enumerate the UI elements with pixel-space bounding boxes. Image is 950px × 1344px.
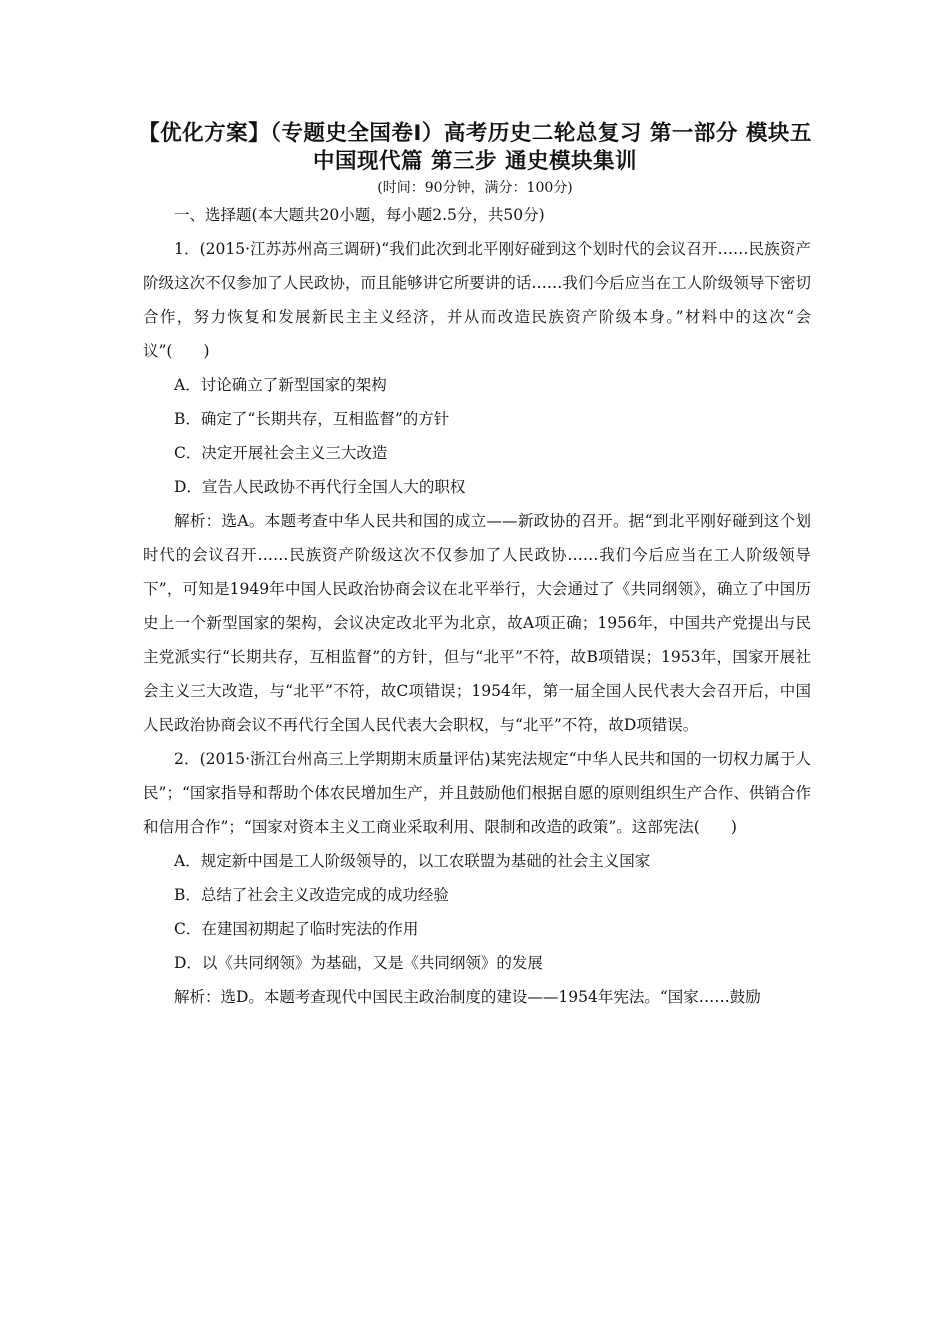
document-subtitle: (时间：90分钟，满分：100分) [377,180,573,196]
question-2-option-d: D．以《共同纲领》为基础，又是《共同纲领》的发展 [174,954,543,972]
document-body [143,198,811,1014]
section-heading: 一、选择题(本大题共20小题，每小题2.5分，共50分) [174,206,545,224]
question-1-analysis: 解析：选A。本题考查中华人民共和国的成立——新政协的召开。据“到北平刚好碰到这个划时代的会议召开……民族资产阶级这次不仅参加了人民政协……我们今后应当在工人阶级领导下”，可知是1949年中国人民政治协商会议在北平举行，大会通过了《共同纲领》，确立了中国历史上一个新型国家的架构，会议决定改北平为北京，故A项正确；1956年，中国共产党提出与民主党派实行“长期共存，互相监督”的方针，但与“北平”不符，故B项错误；1953年，国家开展社会主义三大改造，与“北平”不符，故C项错误；1954年，第一届全国人民代表大会召开后，中国人民政治协商会议不再代行全国人民代表大会职权，与“北平”不符，故D项错误。 [143,512,811,734]
question-2-analysis: 解析：选D。本题考查现代中国民主政治制度的建设——1954年宪法。“国家……鼓励 [174,988,761,1006]
question-1-stem: 1．(2015·江苏苏州高三调研)“我们此次到北平刚好碰到这个划时代的会议召开……民族资产阶级这次不仅参加了人民政协，而且能够讲它所要讲的话……我们今后应当在工人阶级领导下密切合作，努力恢复和发展新民主主义经济，并从而改造民族资产阶级本身。”材料中的这次“会议”( ) [143,240,811,360]
question-2-option-a: A．规定新中国是工人阶级领导的，以工农联盟为基础的社会主义国家 [174,852,651,870]
question-2-option-b: B．总结了社会主义改造完成的成功经验 [174,886,449,904]
document-title: 【优化方案】（专题史全国卷Ⅰ）高考历史二轮总复习 第一部分 模块五 中国现代篇 第三步 通史模块集训 [138,121,812,174]
question-1-option-b: B．确定了“长期共存，互相监督”的方针 [174,410,450,428]
question-1-option-c: C．决定开展社会主义三大改造 [174,444,388,462]
question-2-stem: 2．(2015·浙江台州高三上学期期末质量评估)某宪法规定“中华人民共和国的一切权力属于人民”；“国家指导和帮助个体农民增加生产，并且鼓励他们根据自愿的原则组织生产合作、供销合作和信用合作”；“国家对资本主义工商业采取利用、限制和改造的政策”。这部宪法( ) [143,750,811,836]
question-1-option-d: D．宣告人民政协不再代行全国人大的职权 [174,478,466,496]
question-2-option-c: C．在建国初期起了临时宪法的作用 [174,920,419,938]
question-1-option-a: A．讨论确立了新型国家的架构 [174,376,387,394]
